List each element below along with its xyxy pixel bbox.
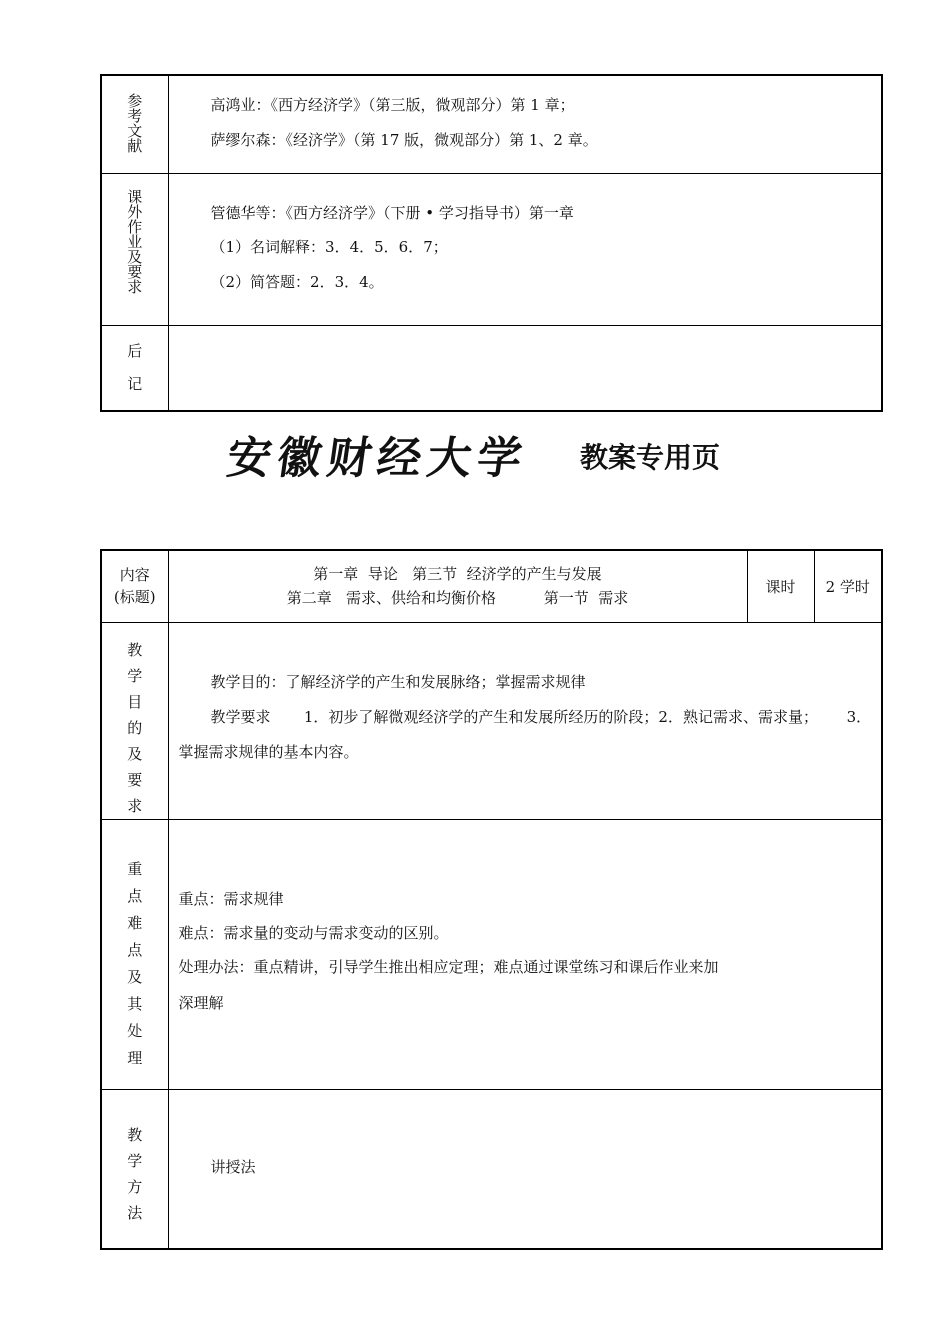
homework-label [101, 173, 168, 325]
label-char: 文 [127, 122, 143, 140]
label-char: 及 [127, 744, 143, 763]
label-char: 及 [127, 967, 143, 986]
lesson-title-line-2: 第二章 需求、供给和均衡价格 第一节 需求 [286, 589, 629, 608]
postscript-cell [168, 325, 882, 411]
lesson-title-cell [168, 550, 747, 622]
label-char: 点 [127, 886, 143, 905]
method-label [101, 1089, 168, 1249]
homework-item: 管德华等：《西方经济学》（下册 • 学习指导书）第一章 [210, 203, 574, 222]
label-char: 教 [127, 1125, 143, 1144]
page-banner [0, 418, 950, 484]
hours-value: 2 学时 [814, 550, 882, 622]
label-char: 目 [127, 692, 143, 711]
content-label-subtext: (标题) [113, 588, 156, 607]
keypoints-label [101, 819, 168, 1089]
keypoints-cell [168, 819, 882, 1089]
references-label [101, 75, 168, 173]
lesson-plan-table [100, 549, 883, 1250]
label-char: 点 [127, 940, 143, 959]
label-char: 教 [127, 640, 143, 659]
method-cell [168, 1089, 882, 1249]
label-char: 考 [127, 107, 143, 125]
label-char: 献 [127, 137, 143, 155]
keypoints-line: 处理办法：重点精讲，引导学生推出相应定理；难点通过课堂练习和课后作业来加 [178, 957, 719, 976]
objectives-label [101, 622, 168, 819]
objectives-line: 教学目的：了解经济学的产生和发展脉络；掌握需求规律 [210, 672, 586, 691]
label-char: 理 [127, 1048, 143, 1067]
label-char: 参 [127, 92, 143, 110]
label-char: 学 [127, 666, 143, 685]
label-char: 重 [127, 859, 143, 878]
reference-item: 萨缪尔森：《经济学》（第 17 版，微观部分）第 1、2 章。 [210, 131, 598, 149]
keypoints-line: 重点：需求规律 [178, 889, 284, 908]
label-char: 法 [127, 1203, 143, 1222]
reference-table [100, 74, 883, 412]
content-label-text: 内容 [119, 566, 150, 585]
label-char: 及 [127, 247, 143, 266]
label-char: 课 [127, 187, 143, 206]
objectives-cell [168, 622, 882, 819]
label-char: 求 [127, 796, 143, 815]
homework-item: （1）名词解释：3．4．5．6．7； [210, 237, 448, 256]
references-cell [168, 75, 882, 173]
homework-item: （2）简答题：2．3．4。 [210, 272, 384, 291]
label-char: 其 [127, 994, 143, 1013]
postscript-label [101, 325, 168, 411]
label-char: 后 [127, 341, 143, 360]
keypoints-line: 难点：需求量的变动与需求变动的区别。 [178, 923, 449, 942]
reference-item: 高鸿业：《西方经济学》（第三版，微观部分）第 1 章； [210, 96, 575, 114]
lesson-title-line-1: 第一章 导论 第三节 经济学的产生与发展 [313, 565, 602, 584]
label-char: 作 [127, 217, 143, 236]
hours-label: 课时 [747, 550, 814, 622]
label-char: 要 [127, 770, 143, 789]
label-char: 要 [127, 262, 143, 281]
keypoints-line: 深理解 [178, 993, 224, 1012]
label-char: 求 [127, 277, 143, 296]
school-name: 安徽财经大学 [223, 433, 531, 484]
content-label [101, 550, 168, 622]
homework-cell [168, 173, 882, 325]
label-char: 难 [127, 913, 143, 932]
objectives-line: 教学要求 1．初步了解微观经济学的产生和发展所经历的阶段；2．熟记需求、需求量； 3． [210, 707, 872, 726]
label-char: 处 [127, 1021, 143, 1040]
label-char: 记 [127, 374, 143, 393]
method-value: 讲授法 [210, 1157, 256, 1176]
label-char: 外 [127, 202, 143, 221]
label-char: 方 [127, 1177, 143, 1196]
label-char: 业 [127, 232, 143, 251]
objectives-line: 掌握需求规律的基本内容。 [178, 742, 359, 761]
label-char: 的 [127, 718, 143, 737]
label-char: 学 [127, 1151, 143, 1170]
banner-subtitle: 教案专用页 [580, 441, 721, 474]
